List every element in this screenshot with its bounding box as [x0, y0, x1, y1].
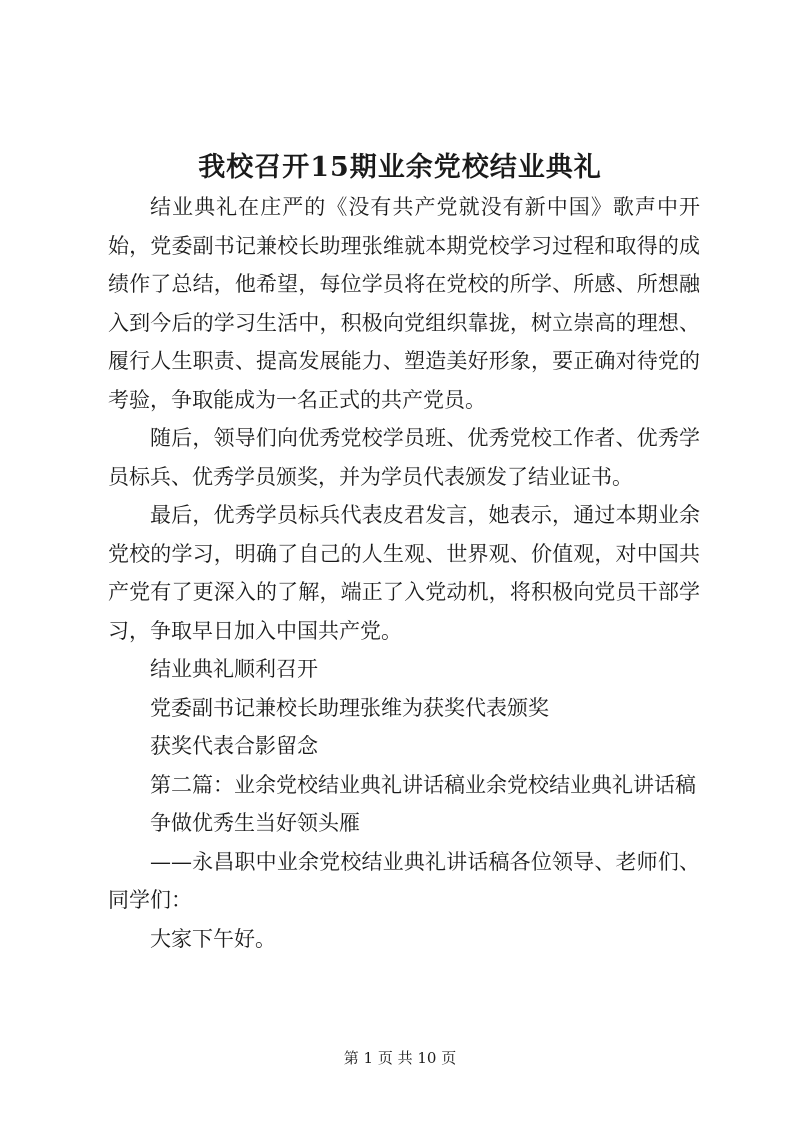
paragraph-awards: 随后，领导们向优秀党校学员班、优秀党校工作者、优秀学员标兵、优秀学员颁奖，并为学员代表颁发了结业证书。 [108, 426, 700, 489]
caption-ceremony: 结业典礼顺利召开 [150, 657, 318, 681]
caption-group-photo: 获奖代表合影留念 [150, 734, 318, 758]
paragraph-student-speech: 最后，优秀学员标兵代表皮君发言，她表示，通过本期业余党校的学习，明确了自己的人生观、世界观、价值观，对中国共产党有了更深入的了解，端正了入党动机，将积极向党员干部学习，争取早日加入中国共产党。 [108, 503, 700, 643]
paragraph-ceremony-opening: 结业典礼在庄严的《没有共产党就没有新中国》歌声中开始，党委副书记兼校长助理张维就本期党校学习过程和取得的成绩作了总结，他希望，每位学员将在党校的所学、所感、所想融入到今后的学习生活中，积极向党组织靠拢，树立崇高的理想、履行人生职责、提高发展能力、塑造美好形象，要正确对待党的考验，争取能成为一名正式的共产党员。 [108, 195, 700, 412]
page-footer: 第 1 页 共 10 页 [343, 1049, 457, 1067]
caption-award-presentation: 党委副书记兼校长助理张维为获奖代表颁奖 [150, 695, 549, 720]
speech-greeting: 大家下午好。 [150, 926, 276, 951]
section-heading: 第二篇：业余党校结业典礼讲话稿业余党校结业典礼讲话稿 [150, 772, 696, 797]
speech-opening: ——永昌职中业余党校结业典礼讲话稿各位领导、老师们、同学们： [108, 849, 700, 912]
speech-title: 争做优秀生当好领头雁 [150, 811, 360, 835]
document-body [108, 188, 700, 958]
document-title: 我校召开15期业余党校结业典礼 [198, 152, 602, 183]
